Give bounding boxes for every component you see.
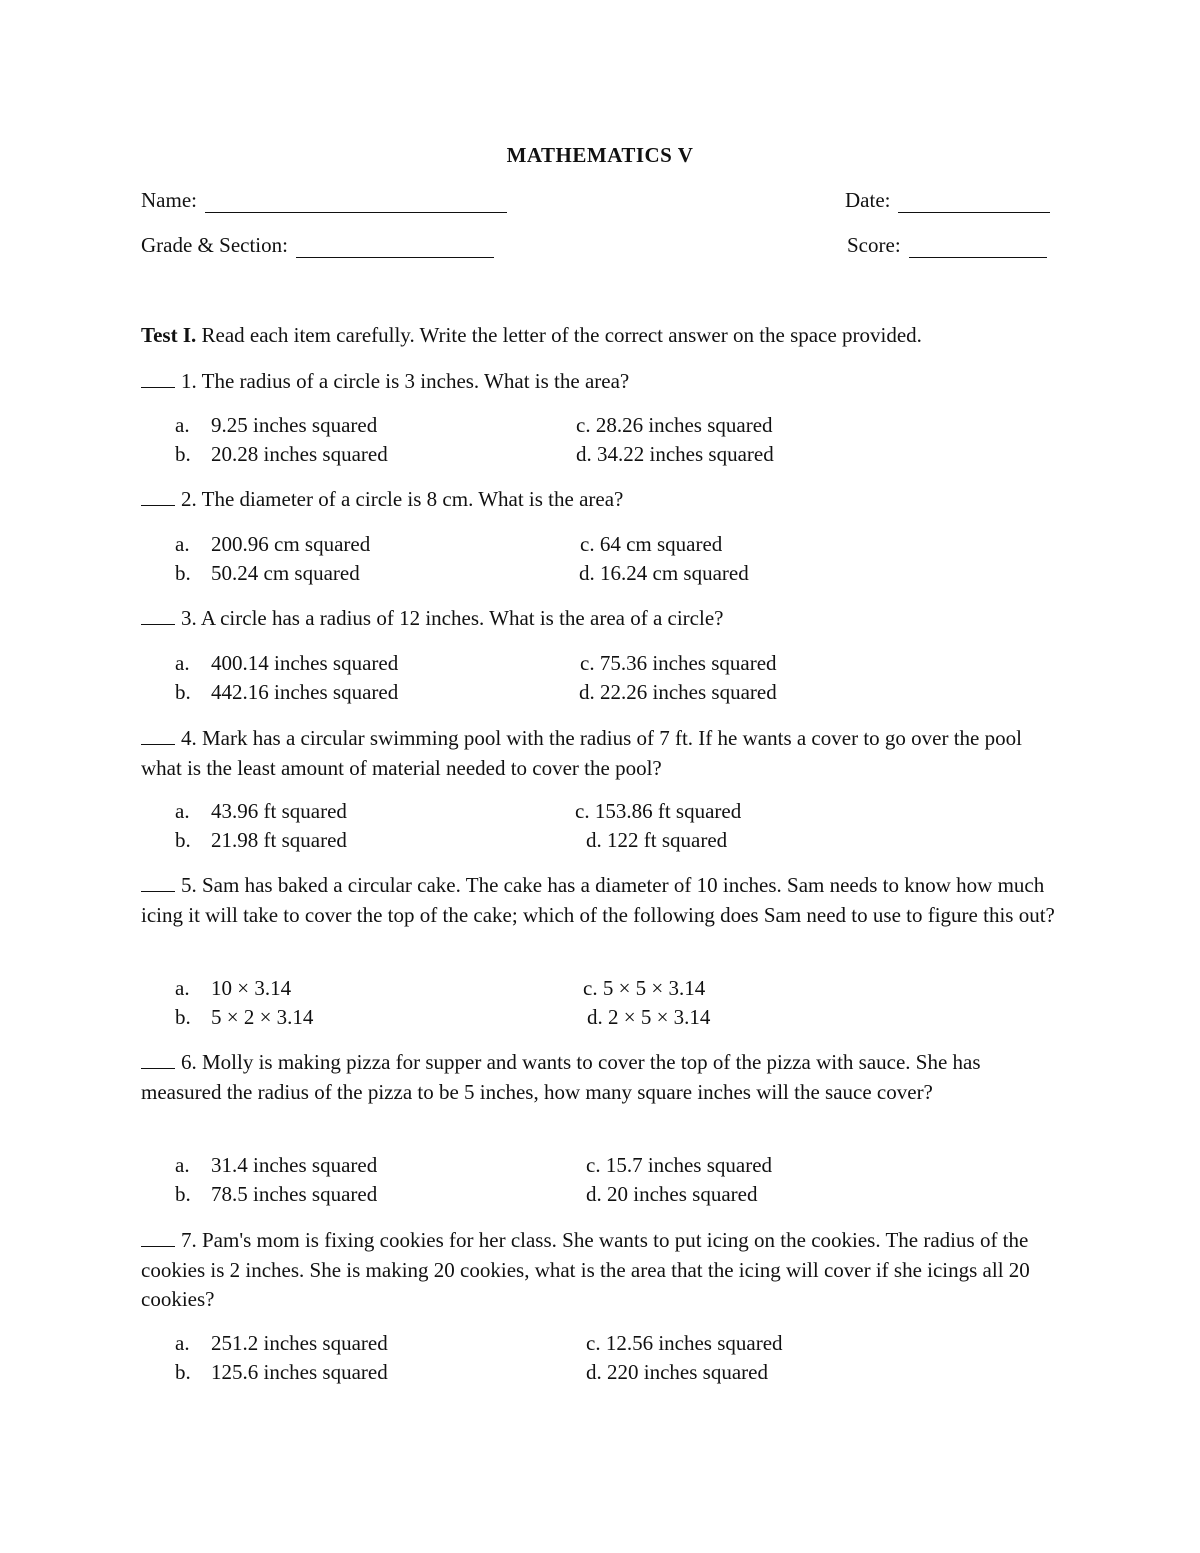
answer-blank-6[interactable] xyxy=(141,1050,175,1069)
option-b: b. 5 × 2 × 3.14 xyxy=(175,1005,314,1029)
answer-blank-5[interactable] xyxy=(141,873,175,892)
option-d: d. 20 inches squared xyxy=(586,1182,758,1206)
question-text: 2. The diameter of a circle is 8 cm. What is the area? xyxy=(181,487,624,511)
option-c: c. 5 × 5 × 3.14 xyxy=(583,976,706,1000)
date-blank-line[interactable] xyxy=(898,194,1050,213)
option-b: b. 20.28 inches squared xyxy=(175,442,388,466)
option-c: c. 64 cm squared xyxy=(580,532,723,556)
option-c: c. 12.56 inches squared xyxy=(586,1331,783,1355)
answer-blank-7[interactable] xyxy=(141,1228,175,1247)
question-text: 5. Sam has baked a circular cake. The cake has a diameter of 10 inches. Sam needs to know how much icing it will take to cover the top of the cake; which of the following does Sam need to use to figure this out? xyxy=(141,873,1055,927)
option-d: d. 2 × 5 × 3.14 xyxy=(587,1005,711,1029)
option-a: a. 251.2 inches squared xyxy=(175,1331,388,1355)
option-c: c. 153.86 ft squared xyxy=(575,799,742,823)
question-4 xyxy=(141,724,1066,783)
option-d: d. 220 inches squared xyxy=(586,1360,768,1384)
test-instructions xyxy=(141,323,922,348)
name-field xyxy=(141,188,507,213)
question-text: 6. Molly is making pizza for supper and wants to cover the top of the pizza with sauce. She has measured the radius of the pizza to be 5 inches, how many square inches will the sauce cover? xyxy=(141,1050,981,1104)
grade-section-label: Grade & Section: xyxy=(141,233,288,257)
question-3 xyxy=(141,604,1066,634)
answer-blank-1[interactable] xyxy=(141,369,175,388)
question-text: 1. The radius of a circle is 3 inches. What is the area? xyxy=(181,369,630,393)
option-d: d. 34.22 inches squared xyxy=(576,442,774,466)
question-2 xyxy=(141,485,1066,515)
option-c: c. 28.26 inches squared xyxy=(576,413,773,437)
option-b: b. 50.24 cm squared xyxy=(175,561,360,585)
date-label: Date: xyxy=(845,188,891,212)
option-b: b. 442.16 inches squared xyxy=(175,680,399,704)
answer-blank-2[interactable] xyxy=(141,487,175,506)
option-b: b. 125.6 inches squared xyxy=(175,1360,388,1384)
question-text: 4. Mark has a circular swimming pool with the radius of 7 ft. If he wants a cover to go over the pool what is the least amount of material needed to cover the pool? xyxy=(141,726,1022,780)
name-label: Name: xyxy=(141,188,197,212)
option-d: d. 22.26 inches squared xyxy=(579,680,777,704)
question-5 xyxy=(141,871,1066,930)
question-7 xyxy=(141,1226,1066,1315)
option-a: a. 43.96 ft squared xyxy=(175,799,347,823)
option-b: b. 21.98 ft squared xyxy=(175,828,347,852)
answer-blank-4[interactable] xyxy=(141,726,175,745)
option-c: c. 15.7 inches squared xyxy=(586,1153,773,1177)
instructions-text: Read each item carefully. Write the letter of the correct answer on the space provided. xyxy=(196,323,922,347)
option-a: a. 400.14 inches squared xyxy=(175,651,399,675)
score-field xyxy=(847,233,1047,258)
option-a: a. 31.4 inches squared xyxy=(175,1153,378,1177)
page-title: MATHEMATICS V xyxy=(506,143,694,167)
option-d: d. 16.24 cm squared xyxy=(579,561,749,585)
grade-section-blank-line[interactable] xyxy=(296,239,494,258)
question-6 xyxy=(141,1048,1066,1107)
option-b: b. 78.5 inches squared xyxy=(175,1182,378,1206)
answer-blank-3[interactable] xyxy=(141,606,175,625)
name-blank-line[interactable] xyxy=(205,194,507,213)
question-text: 3. A circle has a radius of 12 inches. What is the area of a circle? xyxy=(181,606,724,630)
option-a: a. 9.25 inches squared xyxy=(175,413,378,437)
option-a: a. 10 × 3.14 xyxy=(175,976,292,1000)
option-a: a. 200.96 cm squared xyxy=(175,532,371,556)
option-c: c. 75.36 inches squared xyxy=(580,651,777,675)
option-d: d. 122 ft squared xyxy=(586,828,728,852)
question-1 xyxy=(141,367,1066,397)
grade-section-field xyxy=(141,233,494,258)
date-field xyxy=(845,188,1050,213)
question-text: 7. Pam's mom is fixing cookies for her class. She wants to put icing on the cookies. The radius of the cookies is 2 inches. She is making 20 cookies, what is the area that the icing will cover if she icings all 20 cookies? xyxy=(141,1228,1030,1311)
score-blank-line[interactable] xyxy=(909,239,1047,258)
score-label: Score: xyxy=(847,233,901,257)
test-label: Test I. xyxy=(141,323,197,347)
